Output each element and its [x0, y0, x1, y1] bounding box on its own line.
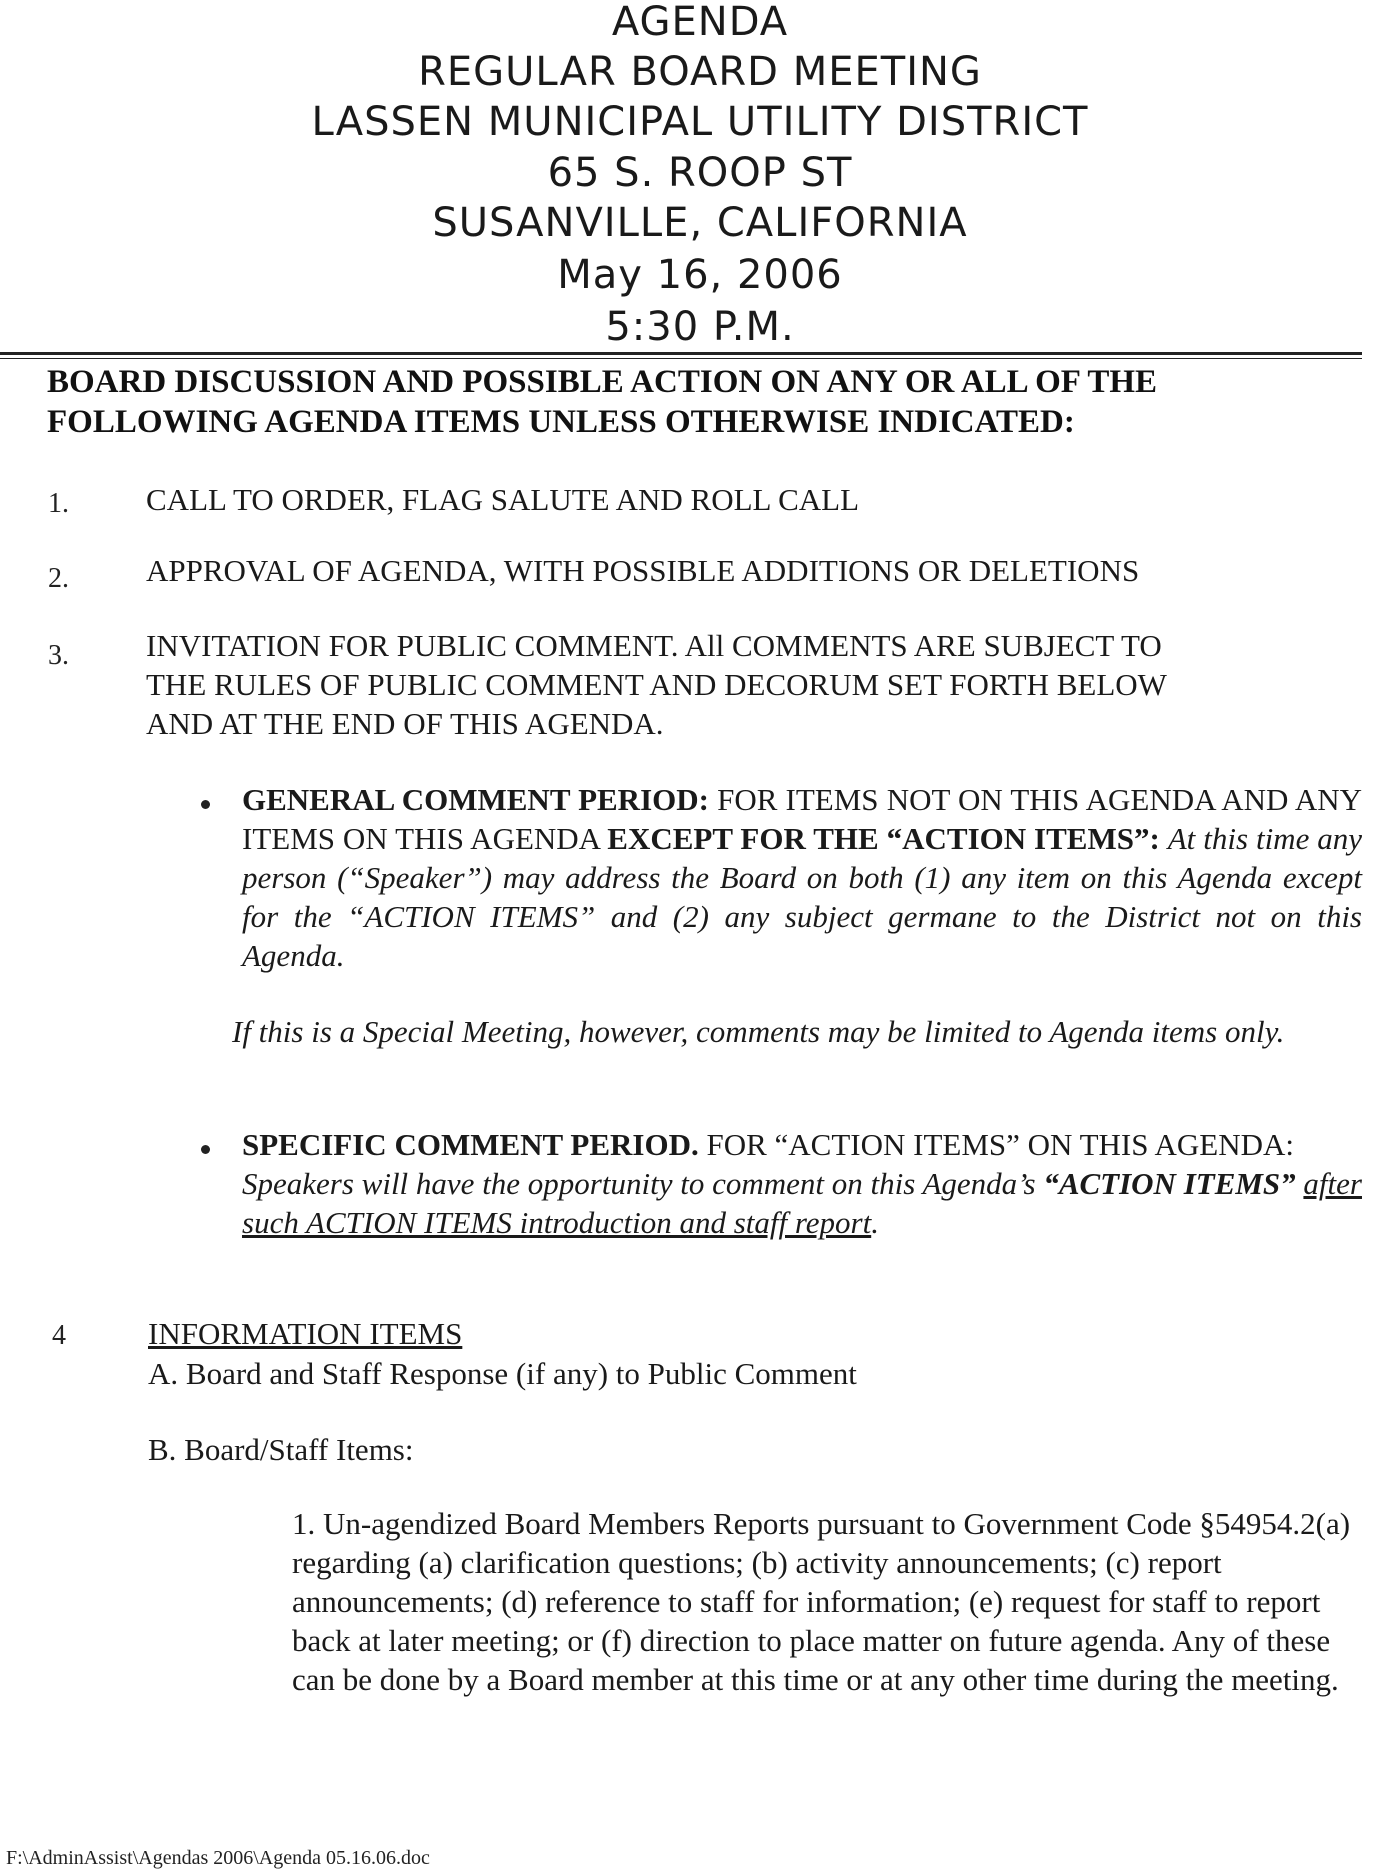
header-meeting-type: REGULAR BOARD MEETING	[418, 49, 982, 95]
information-item-b: B. Board/Staff Items:	[148, 1432, 414, 1467]
general-comment-body: At this time any person (“Speaker”) may address the Board on both (1) any item on this Agenda except for the “ACTION ITEMS” and (2) any subject germane to the District not on this Agenda.	[242, 821, 1363, 973]
specific-comment-bullet	[201, 1145, 210, 1154]
general-comment-bullet	[201, 800, 210, 809]
header-date: May 16, 2006	[557, 252, 843, 298]
specific-comment-period: .	[871, 1205, 879, 1240]
header-rule-bottom	[0, 358, 1362, 359]
information-item-b1: 1. Un-agendized Board Members Reports pursuant to Government Code §54954.2(a) regarding (a) clarification questions; (b) activity announcements; (c) report announcements; (d) reference to staff for information; (e) request for staff to report back at later meeting; or (f) direction to place matter on future agenda. Any of these can be done by a Board member at this time or at any other time during the meeting.	[292, 1506, 1351, 1697]
item-1-text: CALL TO ORDER, FLAG SALUTE AND ROLL CALL	[146, 482, 859, 517]
specific-comment-intro: FOR “ACTION ITEMS” ON THIS AGENDA:	[706, 1127, 1295, 1162]
header-rule-top	[0, 352, 1362, 355]
general-comment-heading: GENERAL COMMENT PERIOD:	[242, 782, 709, 817]
item-4-number: 4	[52, 1320, 66, 1351]
banner-line-1: BOARD DISCUSSION AND POSSIBLE ACTION ON ANY OR ALL OF THE	[47, 364, 1158, 400]
header-organization: LASSEN MUNICIPAL UTILITY DISTRICT	[311, 99, 1089, 145]
general-comment-paragraph	[242, 780, 1362, 975]
item-2-number: 2.	[48, 563, 69, 594]
item-2-text: APPROVAL OF AGENDA, WITH POSSIBLE ADDITIONS OR DELETIONS	[146, 553, 1140, 588]
item-3-number: 3.	[48, 640, 69, 671]
special-meeting-note: If this is a Special Meeting, however, comments may be limited to Agenda items only.	[232, 1014, 1285, 1049]
specific-comment-heading: SPECIFIC COMMENT PERIOD.	[242, 1127, 699, 1162]
item-3-line-1: INVITATION FOR PUBLIC COMMENT. All COMMENTS ARE SUBJECT TO	[146, 628, 1162, 663]
header-time: 5:30 P.M.	[605, 304, 795, 350]
header-city: SUSANVILLE, CALIFORNIA	[432, 200, 968, 246]
general-comment-except: EXCEPT FOR THE “ACTION ITEMS”:	[607, 821, 1160, 856]
item-3-line-3: AND AT THE END OF THIS AGENDA.	[146, 706, 664, 741]
item-3-line-2: THE RULES OF PUBLIC COMMENT AND DECORUM SET FORTH BELOW	[146, 667, 1167, 702]
specific-comment-paragraph	[242, 1125, 1362, 1242]
header-title: AGENDA	[611, 0, 789, 45]
item-1-number: 1.	[48, 488, 69, 519]
banner-line-2: FOLLOWING AGENDA ITEMS UNLESS OTHERWISE INDICATED:	[47, 404, 1075, 440]
information-item-a: A. Board and Staff Response (if any) to Public Comment	[148, 1356, 857, 1391]
header-address: 65 S. ROOP ST	[547, 150, 853, 196]
general-comment-intro: FOR ITEMS NOT ON THIS AGENDA AND ANY ITEMS ON THIS AGENDA	[242, 782, 1362, 856]
specific-comment-action-items: “ACTION ITEMS”	[1043, 1166, 1296, 1201]
footer-file-path: F:\AdminAssist\Agendas 2006\Agenda 05.16.06.doc	[6, 1847, 430, 1869]
information-items-heading: INFORMATION ITEMS	[148, 1316, 463, 1351]
specific-comment-underlined: after such ACTION ITEMS introduction and staff report	[242, 1166, 1362, 1240]
specific-comment-body: Speakers will have the opportunity to comment on this Agenda’s	[242, 1166, 1036, 1201]
